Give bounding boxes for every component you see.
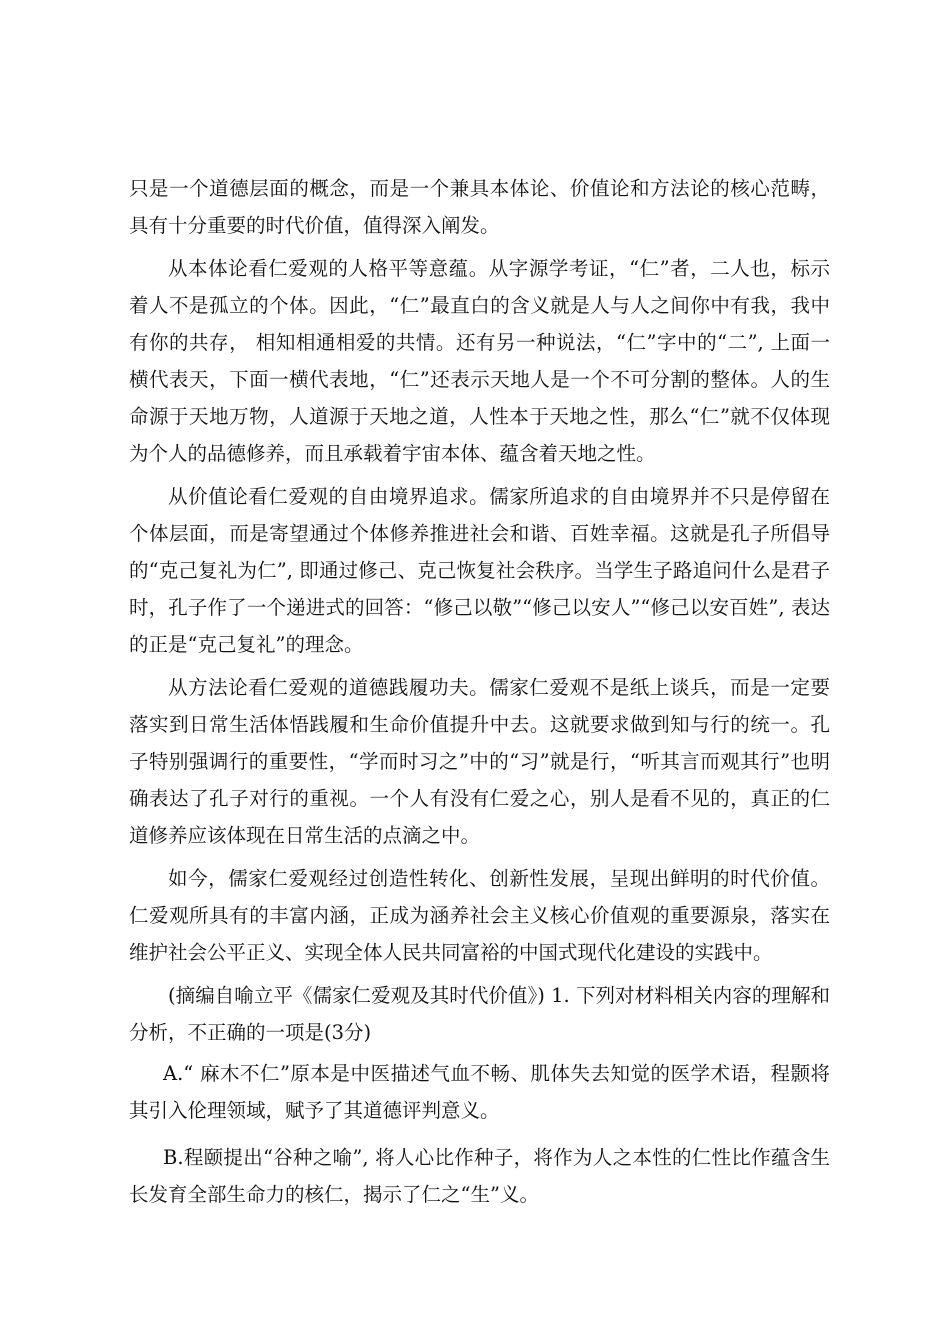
- paragraph-conclusion: 如今，儒家仁爱观经过创造性转化、创新性发展，呈现出鲜明的时代价值。仁爱观所具有的丰富内涵，正成为涵养社会主义核心价值观的重要源泉，落实在维护社会公平正义、实现全体人民共同富裕的中国式现代化建设的实践中。: [129, 867, 830, 964]
- paragraph-value-theory: 从价值论看仁爱观的自由境界追求。儒家所追求的自由境界并不只是停留在个体层面，而是寄望通过个体修养推进社会和谐、百姓幸福。这就是孔子所倡导的“克己复礼为仁”, 即通过修己、克己恢复社会秩序。当学生子路追问什么是君子时，孔子作了一个递进式的回答：“修己以敬”“修己以安人”“修己以安百姓”, 表达的正是“克己复礼”的理念。: [129, 485, 830, 656]
- paragraph-methodology: 从方法论看仁爱观的道德践履功夫。儒家仁爱观不是纸上谈兵，而是一定要落实到日常生活体悟践履和生命价值提升中去。这就要求做到知与行的统一。孔子特别强调行的重要性，“学而时习之”中的“习”就是行，“听其言而观其行”也明确表达了孔子对行的重视。一个人有没有仁爱之心，别人是看不见的，真正的仁道修养应该体现在日常生活的点滴之中。: [129, 676, 830, 847]
- paragraph-continuation: 只是一个道德层面的概念，而是一个兼具本体论、价值论和方法论的核心范畴，具有十分重要的时代价值，值得深入阐发。: [129, 177, 830, 237]
- source-and-question: (摘编自喻立平《儒家仁爱观及其时代价值》) 1. 下列对材料相关内容的理解和分析，不正确的一项是(3分): [129, 984, 830, 1044]
- document-body: [129, 170, 830, 1219]
- paragraph-ontology: 从本体论看仁爱观的人格平等意蕴。从字源学考证，“仁”者，二人也，标示着人不是孤立的个体。因此，“仁”最直白的含义就是人与人之间你中有我，我中有你的共存， 相知相通相爱的共情。还有另一种说法，“仁”字中的“二”, 上面一横代表天，下面一横代表地，“仁”还表示天地人是一个不可分割的整体。人的生命源于天地万物，人道源于天地之道，人性本于天地之性，那么“仁”就不仅体现为个人的品德修养，而且承载着宇宙本体、蕴含着天地之性。: [129, 257, 830, 465]
- option-a: A.“ 麻木不仁”原本是中医描述气血不畅、肌体失去知觉的医学术语，程颢将其引入伦理领域，赋予了其道德评判意义。: [129, 1062, 830, 1122]
- option-b: B.程颐提出“谷种之喻”, 将人心比作种子，将作为人之本性的仁性比作蕴含生长发育全部生命力的核仁，揭示了仁之“生”义。: [129, 1146, 830, 1206]
